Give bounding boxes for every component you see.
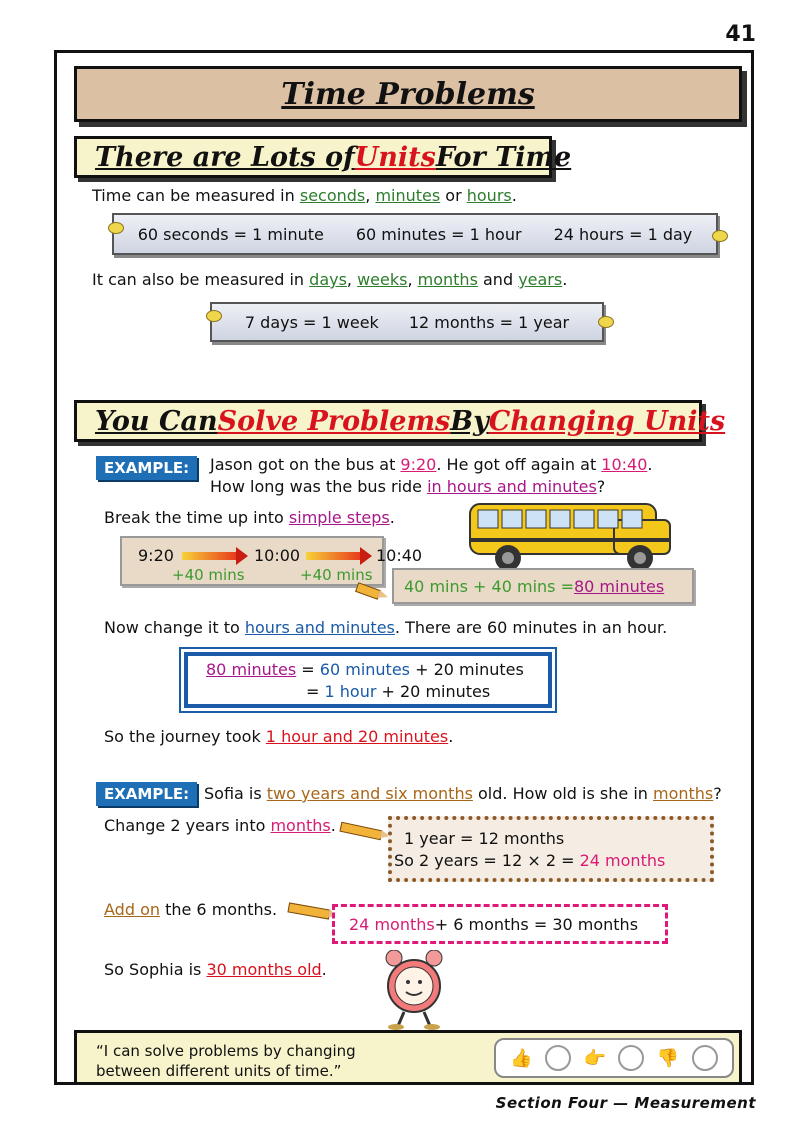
timeline-time-mid: 10:00 [254, 546, 301, 565]
checkbox-circle-icon[interactable] [692, 1045, 718, 1071]
page-title: Time Problems [74, 66, 742, 122]
change-years-line: Change 2 years into months. [104, 816, 336, 835]
example1-question-line1: Jason got on the bus at 9:20. He got off again at 10:40. [210, 455, 653, 474]
timeline-time-end: 10:40 [376, 546, 423, 565]
section-heading-changing-units: You Can Solve Problems By Changing Units [74, 400, 702, 442]
objective-line1: “I can solve problems by changing [96, 1042, 356, 1060]
thumbs-down-icon: 👎 [656, 1047, 680, 1069]
thumbs-up-icon: 👍 [510, 1047, 533, 1069]
example-badge: EXAMPLE: [96, 456, 197, 480]
self-assessment-panel [494, 1038, 734, 1078]
scroll-time-units: 60 seconds = 1 minute 60 minutes = 1 hour 24 hours = 1 day [112, 213, 718, 255]
example-badge: EXAMPLE: [96, 782, 197, 806]
thumbtack-icon [206, 310, 222, 322]
arrow-right-icon [306, 552, 360, 560]
units-intro-line: Time can be measured in seconds, minutes or hours. [92, 186, 517, 205]
years-calc-line2: So 2 years = 12 × 2 = 24 months [394, 851, 666, 870]
thumbtack-icon [712, 230, 728, 242]
journey-answer: So the journey took 1 hour and 20 minutes. [104, 727, 454, 746]
units-more-line: It can also be measured in days, weeks, months and years. [92, 270, 568, 289]
change-units-line: Now change it to hours and minutes. There are 60 minutes in an hour. [104, 618, 668, 637]
thumbs-sideways-icon: 👉 [583, 1047, 606, 1069]
clock-character-illustration [374, 950, 454, 1030]
conversion-line1: 80 minutes = 60 minutes + 20 minutes [206, 660, 524, 679]
conversion-line2: = 1 hour + 20 minutes [306, 682, 491, 701]
months-total-box: 24 months + 6 months = 30 months [332, 904, 668, 944]
scroll-longer-units: 7 days = 1 week 12 months = 1 year [210, 302, 604, 342]
break-steps-line: Break the time up into simple steps. [104, 508, 395, 527]
sophia-answer: So Sophia is 30 months old. [104, 960, 327, 979]
page-number: 41 [725, 22, 756, 47]
example2-question: Sofia is two years and six months old. How old is she in months? [204, 784, 722, 803]
add-on-line: Add on the 6 months. [104, 900, 278, 919]
thumbtack-icon [108, 222, 124, 234]
thumbtack-icon [598, 316, 614, 328]
timeline-duration-2: +40 mins [300, 566, 373, 584]
section-footer: Section Four — Measurement [495, 1094, 756, 1112]
sum-card: 40 mins + 40 mins = 80 minutes [392, 568, 694, 604]
school-bus-illustration [464, 500, 680, 574]
years-calc-line1: 1 year = 12 months [404, 829, 565, 848]
example1-question-line2: How long was the bus ride in hours and minutes? [210, 477, 606, 496]
years-calculation-box [388, 816, 714, 882]
section-heading-units: There are Lots of Units For Time [74, 136, 552, 178]
timeline-time-start: 9:20 [138, 546, 174, 565]
timeline-duration-1: +40 mins [172, 566, 245, 584]
checkbox-circle-icon[interactable] [545, 1045, 571, 1071]
objective-line2: between different units of time.” [96, 1062, 342, 1080]
arrow-right-icon [182, 552, 236, 560]
checkbox-circle-icon[interactable] [618, 1045, 644, 1071]
